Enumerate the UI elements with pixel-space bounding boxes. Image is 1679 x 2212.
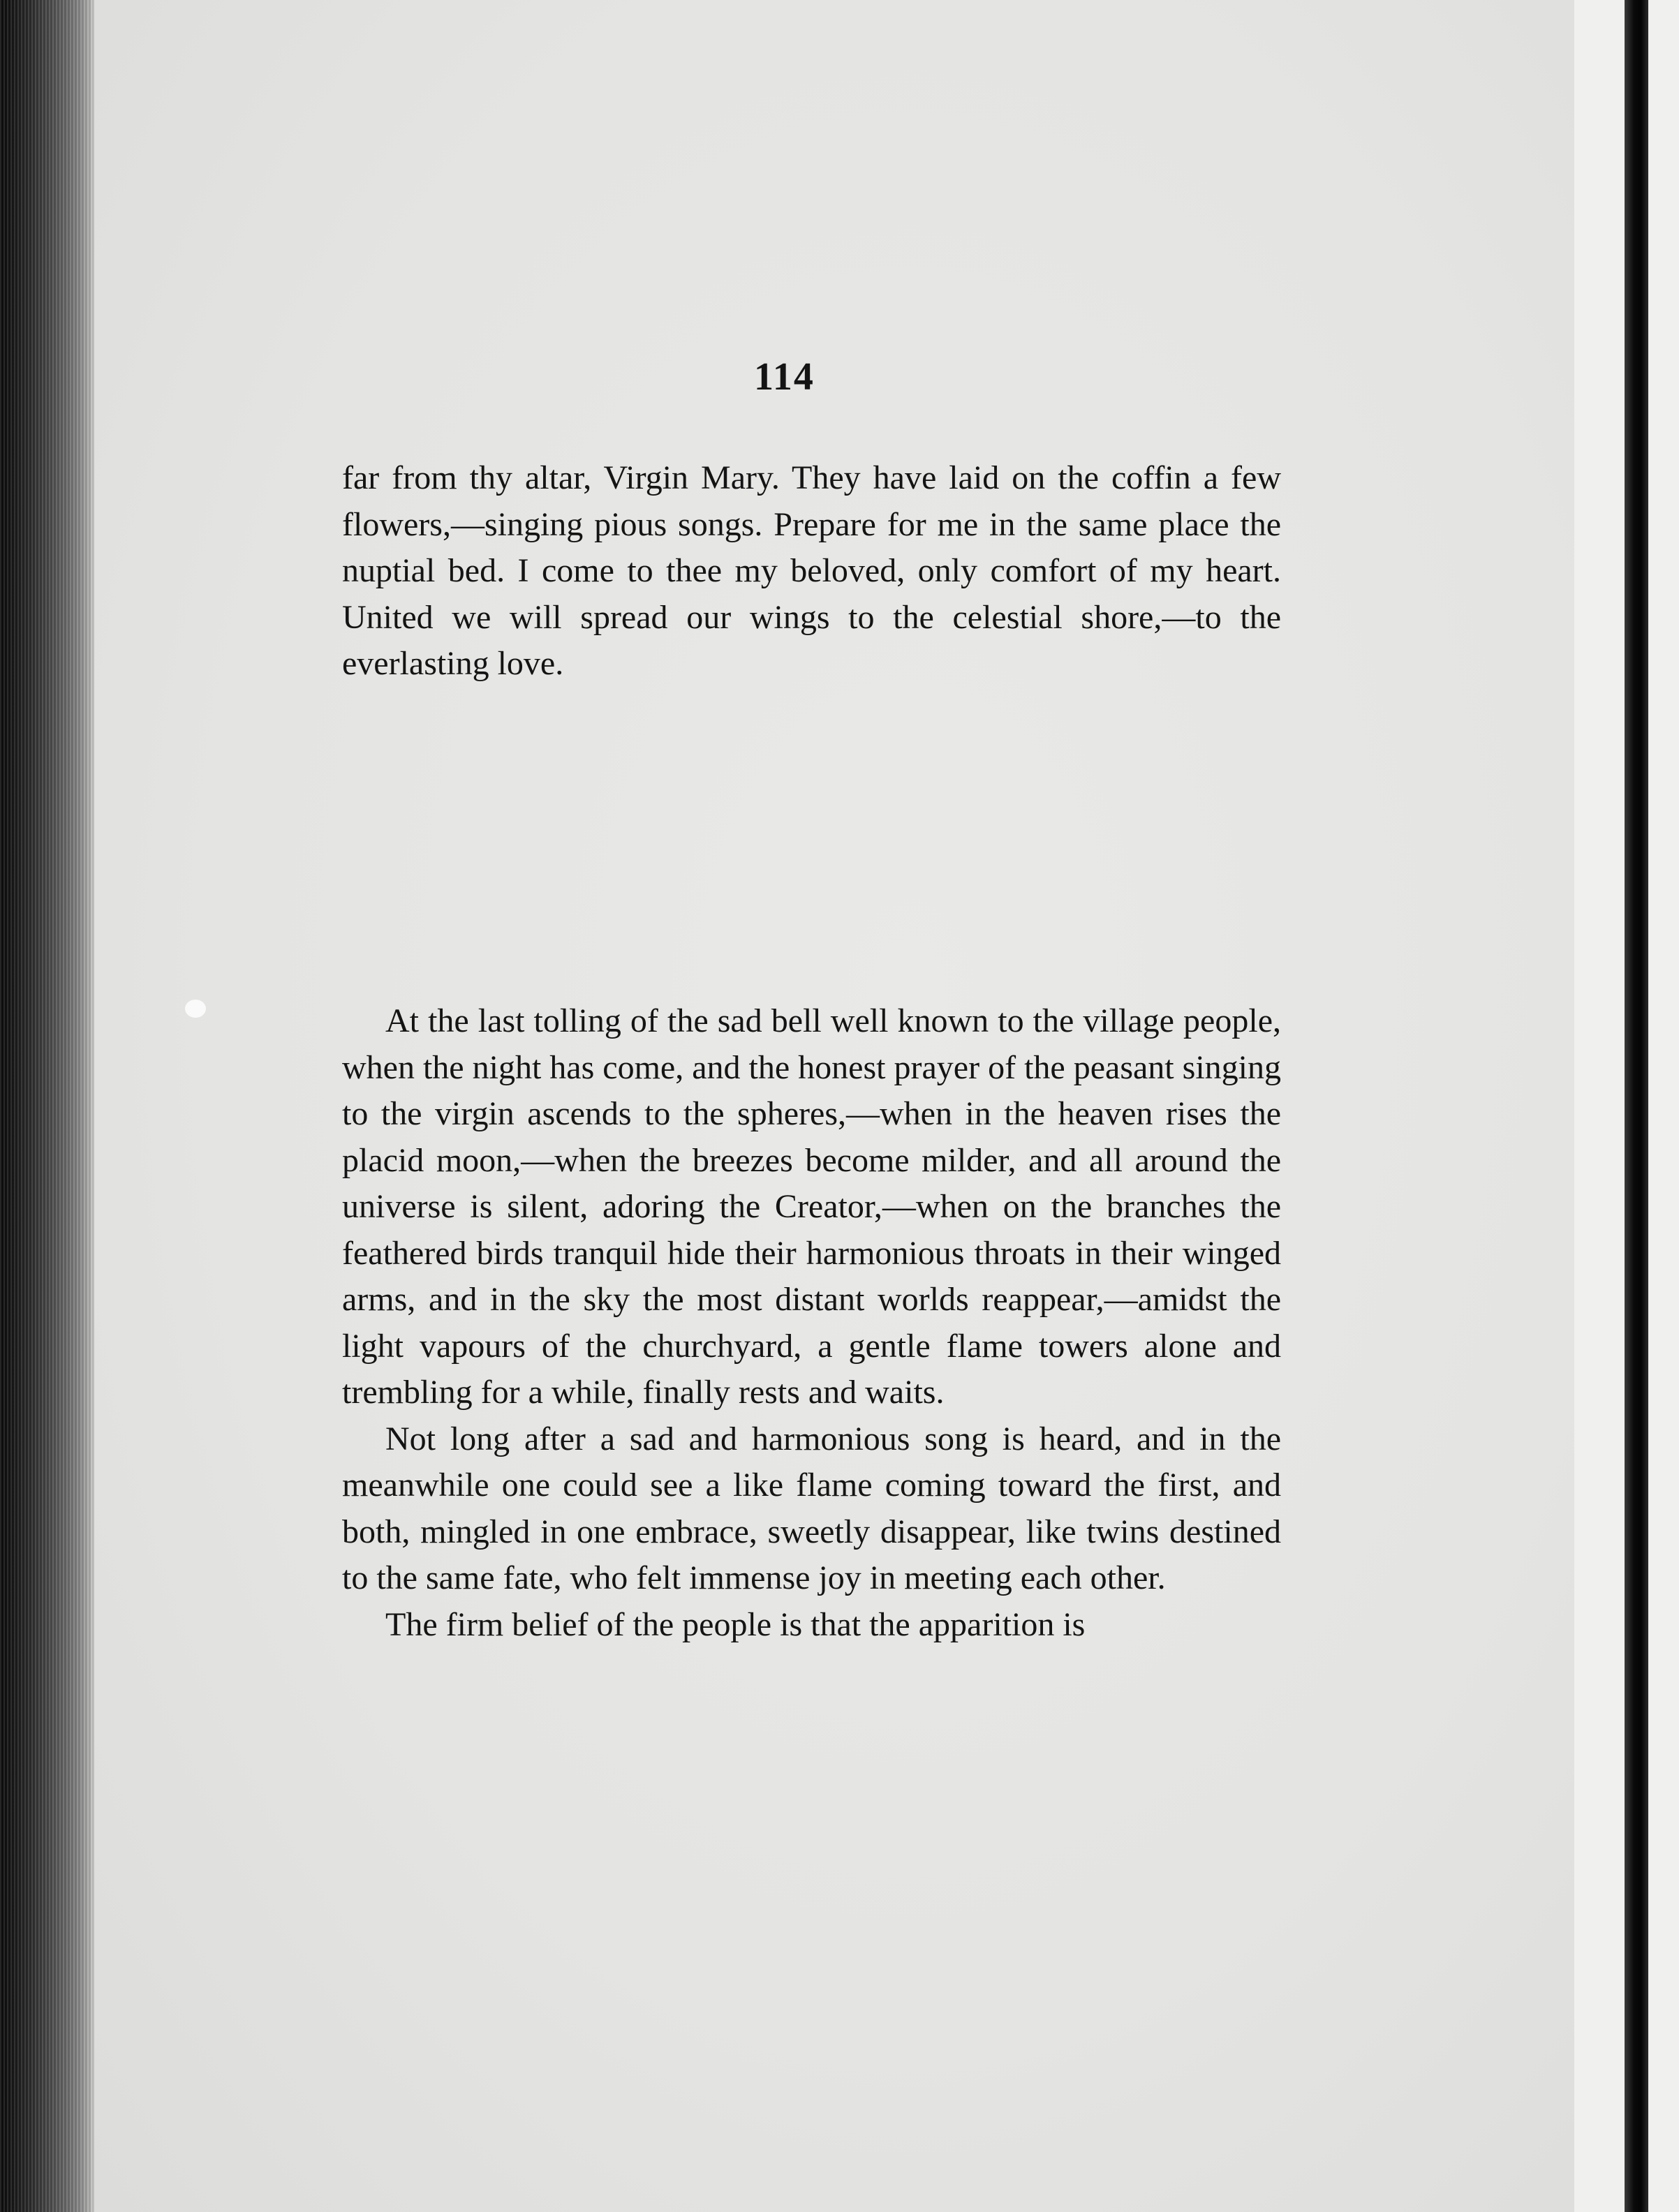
paragraph: Not long after a sad and harmonious song is heard, and in the meanwhile one could see a like flame coming toward the first, and both, mingled in one embrace, sweetly disappear, like twins destined to the same fate, who felt immense joy in meeting each other.	[342, 1420, 1281, 1596]
paragraph: At the last tolling of the sad bell well known to the village people, when the night has come, and the honest prayer of the peasant singing to the virgin ascends to the spheres,—when in the heaven rises the placid moon,—when the breezes become milder, and all around the universe is silent, adoring the Creator,—when on the branches the feathered birds tranquil hide their harmonious throats in their winged arms, and in the sky the most distant worlds reappear,—amidst the light vapours of the churchyard, a gentle flame towers alone and trembling for a while, finally rests and waits.	[342, 1002, 1281, 1411]
paragraph: The firm belief of the people is that the apparition is	[385, 1605, 1086, 1643]
passage-continuation	[342, 455, 1281, 688]
paragraph: far from thy altar, Virgin Mary. They have laid on the coffin a few flowers,—singing pious songs. Prepare for me in the same place the nuptial bed. I come to thee my beloved, only comfort of my heart. United we will spread our wings to the celestial shore,—to the everlasting love.	[342, 459, 1281, 682]
right-margin-edge	[1574, 0, 1679, 2212]
paper-speck	[185, 1000, 206, 1018]
book-page-stack-edge	[0, 0, 94, 2212]
page-number: 114	[754, 355, 815, 399]
passage-flame-legend	[342, 998, 1281, 1648]
